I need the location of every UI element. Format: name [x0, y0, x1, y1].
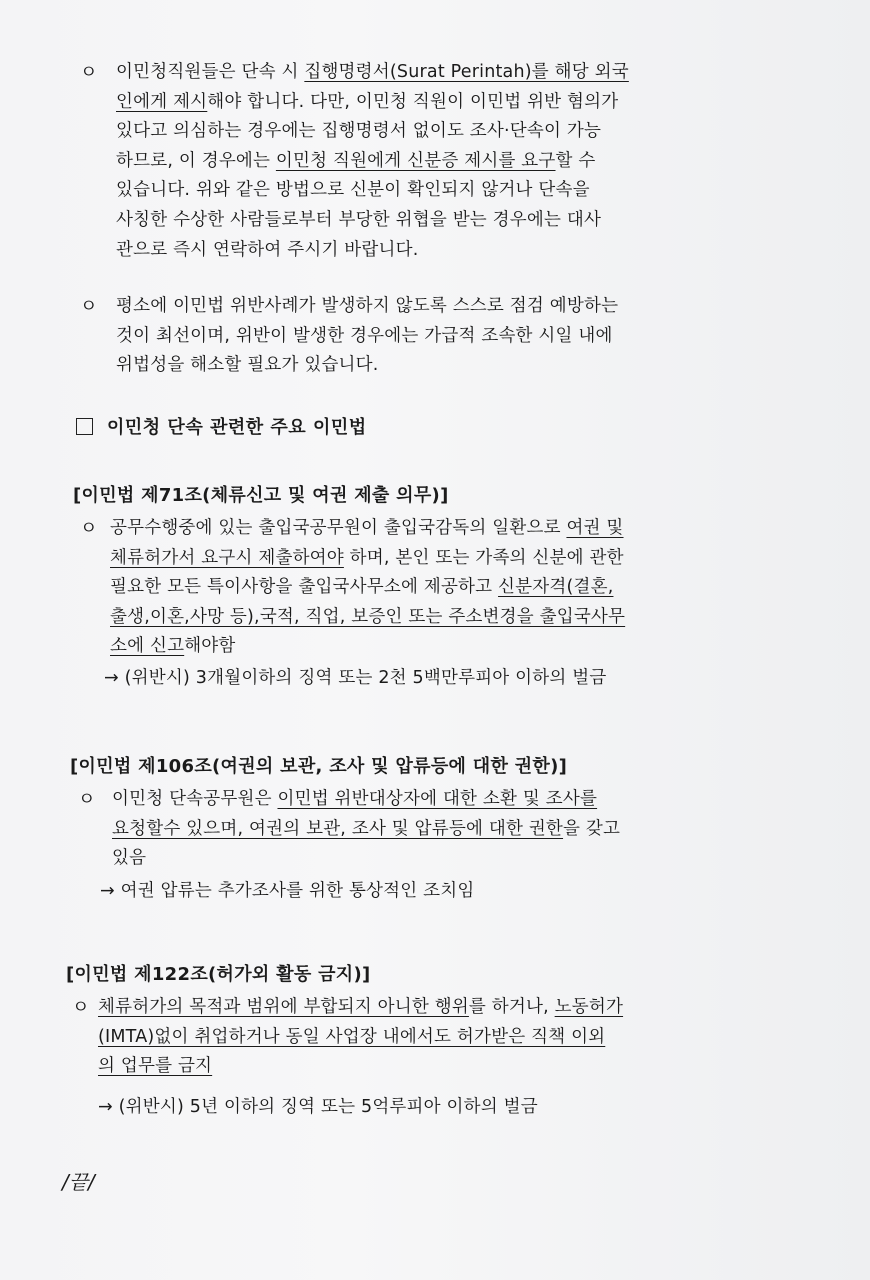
- article-122-title: [이민법 제122조(허가외 활동 금지)]: [66, 964, 371, 985]
- text-line: 출생,이혼,사망 등),국적, 직업, 보증인 또는 주소변경을 출입국사무: [110, 606, 626, 627]
- text-line: 평소에 이민법 위반사례가 발생하지 않도록 스스로 점검 예방하는: [116, 296, 619, 316]
- text-line: 있음: [112, 848, 147, 869]
- checkbox-square-icon: [76, 418, 93, 435]
- bullet-marker: ㅇ: [80, 62, 98, 83]
- text-line: 관으로 즉시 연락하여 주시기 바랍니다.: [116, 239, 419, 260]
- text-line: 체류허가의 목적과 범위에 부합되지 아니한 행위를 하거나, 노동허가: [98, 997, 624, 1017]
- end-mark: /끝/: [62, 1170, 95, 1194]
- text-line: 소에 신고해야함: [110, 636, 236, 657]
- text-line: 있습니다. 위와 같은 방법으로 신분이 확인되지 않거나 단속을: [116, 180, 590, 201]
- section-heading: 이민청 단속 관련한 주요 이민법: [76, 413, 367, 439]
- text-line: (IMTA)없이 취업하거나 동일 사업장 내에서도 허가받은 직책 이외: [98, 1026, 606, 1047]
- bullet-marker: ㅇ: [80, 296, 98, 317]
- text-line: 의 업무를 금지: [98, 1056, 213, 1077]
- text-line: 이민청 단속공무원은 이민법 위반대상자에 대한 소환 및 조사를: [112, 789, 598, 809]
- bullet-marker: ㅇ: [78, 789, 96, 810]
- paragraph-notice: [80, 58, 629, 265]
- text-line: 것이 최선이며, 위반이 발생한 경우에는 가급적 조속한 시일 내에: [116, 325, 613, 346]
- article-71-body: [80, 514, 625, 662]
- text-line: 인에게 제시해야 합니다. 다만, 이민청 직원이 이민법 위반 혐의가: [116, 91, 619, 112]
- article-106-note: → 여권 압류는 추가조사를 위한 통상적인 조치임: [100, 881, 475, 901]
- text-line: 체류허가서 요구시 제출하여야 하며, 본인 또는 가족의 신분에 관한: [110, 547, 624, 568]
- article-106-title: [이민법 제106조(여권의 보관, 조사 및 압류등에 대한 권한)]: [70, 756, 568, 777]
- paragraph-prevention: [80, 292, 618, 381]
- arrow-right-icon: →: [100, 881, 115, 901]
- article-71-penalty: → (위반시) 3개월이하의 징역 또는 2천 5백만루피아 이하의 벌금: [104, 668, 607, 688]
- article-106-body: [78, 785, 620, 874]
- text-line: 위법성을 해소할 필요가 있습니다.: [116, 355, 379, 376]
- text-line: 이민청직원들은 단속 시 집행명령서(Surat Perintah)를 해당 외국: [116, 62, 629, 82]
- article-122-penalty: → (위반시) 5년 이하의 징역 또는 5억루피아 이하의 벌금: [98, 1097, 538, 1117]
- arrow-right-icon: →: [98, 1097, 113, 1117]
- text-line: 사칭한 수상한 사람들로부터 부당한 위협을 받는 경우에는 대사: [116, 209, 602, 230]
- article-71-title: [이민법 제71조(체류신고 및 여권 제출 의무)]: [73, 485, 449, 506]
- text-line: 요청할수 있으며, 여권의 보관, 조사 및 압류등에 대한 권한을 갖고: [112, 818, 621, 839]
- text-line: 필요한 모든 특이사항을 출입국사무소에 제공하고 신분자격(결혼,: [110, 577, 614, 598]
- bullet-marker: ㅇ: [80, 518, 98, 539]
- text-line: 공무수행중에 있는 출입국공무원이 출입국감독의 일환으로 여권 및: [110, 518, 624, 538]
- bullet-marker: ㅇ: [72, 997, 90, 1018]
- arrow-right-icon: →: [104, 668, 119, 688]
- text-line: 있다고 의심하는 경우에는 집행명령서 없이도 조사·단속이 가능: [116, 121, 602, 142]
- text-line: 하므로, 이 경우에는 이민청 직원에게 신분증 제시를 요구할 수: [116, 150, 596, 171]
- article-122-body: [72, 993, 623, 1082]
